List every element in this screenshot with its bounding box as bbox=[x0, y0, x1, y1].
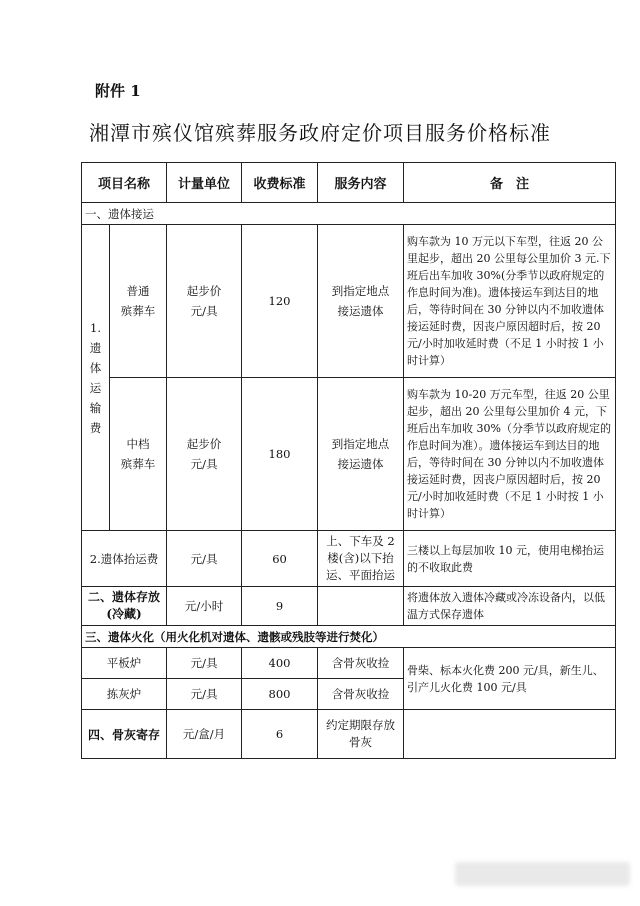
mid-vehicle-remark: 购车款为 10-20 万元车型，往返 20 公里起步，超出 20 公里每公里加价 4 元，下班后出车加收 30%（分季节以政府规定的作息时间为准）。遗体接运车到达目的地后，等待时间在 30 分钟以内不加收遗体接运延时费，因丧户原因超时后，按 20 元/小时加收延时费（不足 1 小时按 1 小时计算） bbox=[404, 378, 616, 531]
ash-storage-name: 四、骨灰寄存 bbox=[82, 710, 167, 759]
storage-name: 二、遗体存放 (冷藏) bbox=[82, 587, 167, 626]
ash-storage-unit: 元/盒/月 bbox=[167, 710, 242, 759]
storage-service bbox=[318, 587, 404, 626]
attachment-label: 附件 1 bbox=[95, 82, 141, 100]
table-row bbox=[82, 225, 616, 378]
mid-vehicle-service: 到指定地点 接运遗体 bbox=[318, 378, 404, 531]
mid-vehicle-unit: 起步价 元/具 bbox=[167, 378, 242, 531]
storage-unit: 元/小时 bbox=[167, 587, 242, 626]
pick-furnace-service: 含骨灰收捡 bbox=[318, 679, 404, 710]
ash-storage-remark bbox=[404, 710, 616, 759]
flat-furnace-service: 含骨灰收捡 bbox=[318, 648, 404, 679]
ordinary-vehicle-remark: 购车款为 10 万元以下车型，往返 20 公里起步，超出 20 公里每公里加价 3 元.下班后出车加收 30%(分季节以政府规定的作息时间为准)。遗体接运车到达目的地后，等待时间在 30 分钟以内不加收遗体接运延时费，因丧户原因超时后，按 20 元/小时加收延时费（不足 1 小时按 1 小时计算） bbox=[404, 225, 616, 378]
watermark bbox=[455, 862, 630, 886]
section-cremation: 三、遗体火化（用火化机对遗体、遗骸或残肢等进行焚化） bbox=[82, 626, 616, 648]
flat-furnace-price: 400 bbox=[242, 648, 318, 679]
section-transport: 一、遗体接运 bbox=[82, 203, 616, 225]
ash-storage-price: 6 bbox=[242, 710, 318, 759]
ordinary-vehicle-unit: 起步价 元/具 bbox=[167, 225, 242, 378]
section-row bbox=[82, 626, 616, 648]
table-row bbox=[82, 648, 616, 679]
price-table bbox=[81, 162, 616, 759]
header-service: 服务内容 bbox=[318, 163, 404, 203]
flat-furnace-unit: 元/具 bbox=[167, 648, 242, 679]
pick-furnace-price: 800 bbox=[242, 679, 318, 710]
table-row bbox=[82, 378, 616, 531]
flat-furnace-name: 平板炉 bbox=[82, 648, 167, 679]
mid-vehicle-name: 中档 殡葬车 bbox=[110, 378, 167, 531]
body-carry-remark: 三楼以上每层加收 10 元，使用电梯抬运的不收取此费 bbox=[404, 531, 616, 587]
transport-group-label: 1. 遗 体 运 输 费 bbox=[82, 225, 110, 531]
ordinary-vehicle-service: 到指定地点 接运遗体 bbox=[318, 225, 404, 378]
cremation-remark: 骨柴、标本火化费 200 元/具，新生儿、引产儿火化费 100 元/具 bbox=[404, 648, 616, 710]
header-unit: 计量单位 bbox=[167, 163, 242, 203]
header-remark: 备 注 bbox=[404, 163, 616, 203]
ordinary-vehicle-price: 120 bbox=[242, 225, 318, 378]
header-row bbox=[82, 163, 616, 203]
body-carry-service: 上、下车及 2 楼(含)以下抬运、平面抬运 bbox=[318, 531, 404, 587]
header-price: 收费标准 bbox=[242, 163, 318, 203]
body-carry-name: 2.遗体抬运费 bbox=[82, 531, 167, 587]
ordinary-vehicle-name: 普通 殡葬车 bbox=[110, 225, 167, 378]
table-row bbox=[82, 710, 616, 759]
body-carry-price: 60 bbox=[242, 531, 318, 587]
pick-furnace-name: 拣灰炉 bbox=[82, 679, 167, 710]
document-title: 湘潭市殡仪馆殡葬服务政府定价项目服务价格标准 bbox=[89, 121, 551, 145]
table-row bbox=[82, 531, 616, 587]
storage-remark: 将遗体放入遗体冷藏或冷冻设备内，以低温方式保存遗体 bbox=[404, 587, 616, 626]
pick-furnace-unit: 元/具 bbox=[167, 679, 242, 710]
header-item: 项目名称 bbox=[82, 163, 167, 203]
section-row bbox=[82, 203, 616, 225]
storage-price: 9 bbox=[242, 587, 318, 626]
body-carry-unit: 元/具 bbox=[167, 531, 242, 587]
ash-storage-service: 约定期限存放骨灰 bbox=[318, 710, 404, 759]
table-row bbox=[82, 587, 616, 626]
mid-vehicle-price: 180 bbox=[242, 378, 318, 531]
